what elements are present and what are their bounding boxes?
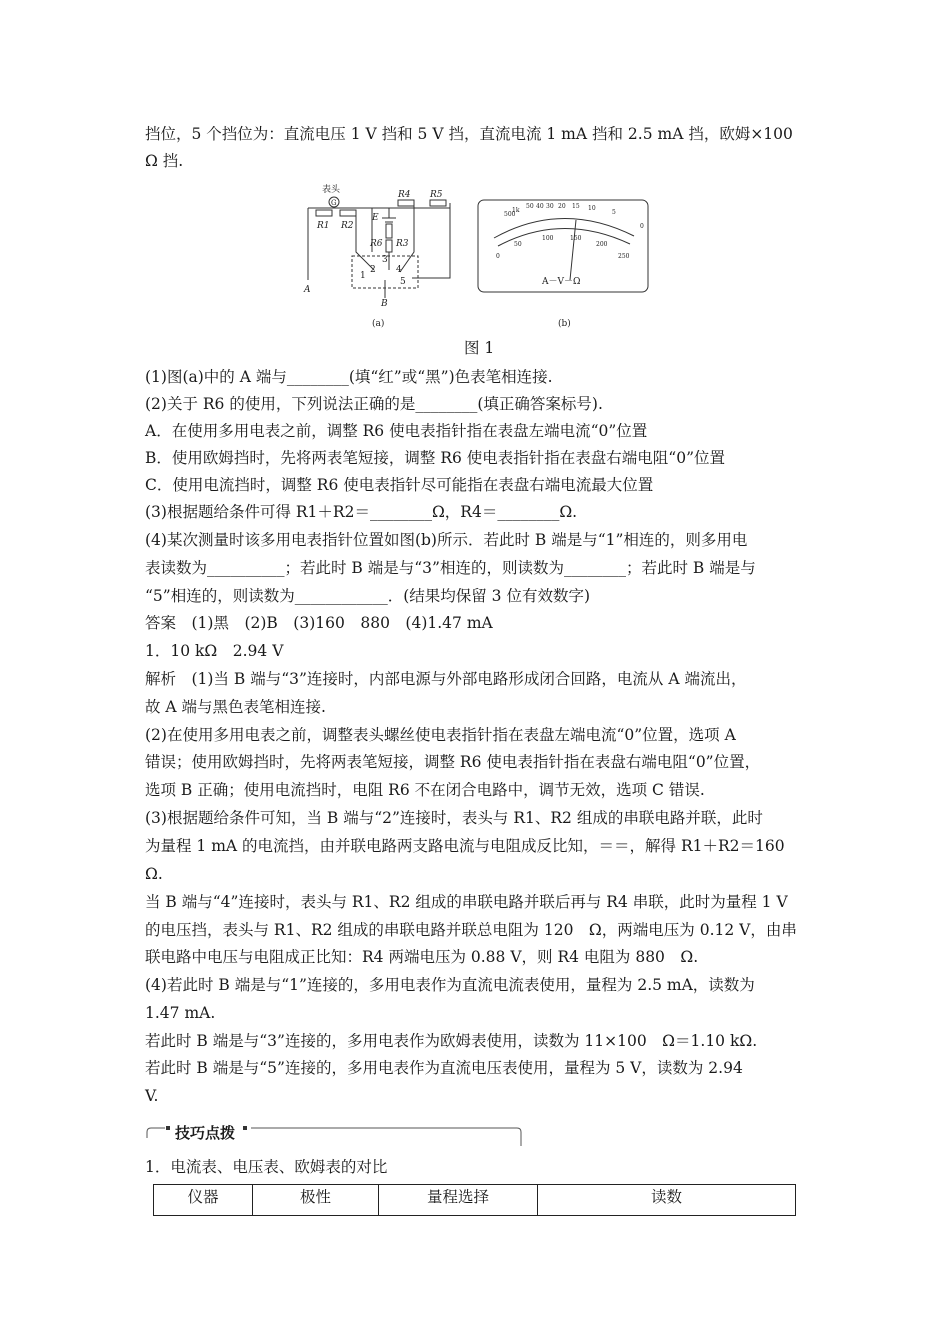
- tip-title: 技巧点拨: [175, 1124, 236, 1142]
- r1-label: R1: [317, 221, 330, 231]
- question-1: (1)图(a)中的 A 端与________(填“红”或“黑”)色表笔相连接.: [145, 368, 553, 386]
- analysis-line: 为量程 1 mA 的电流挡，由并联电路两支路电流与电阻成反比知，＝＝，解得 R1＋R2＝160: [145, 837, 785, 855]
- ohm-tick: 500: [504, 211, 516, 218]
- analysis-line: 解析 (1)当 B 端与“3”连接时，内部电源与外部电路形成闭合回路，电流从 A 端流出，: [145, 670, 747, 688]
- analysis-line: 若此时 B 端是与“5”连接的，多用电表作为直流电压表使用，量程为 5 V，读数为 2.94: [145, 1059, 743, 1077]
- position-3: 3: [382, 255, 388, 265]
- position-1: 1: [360, 271, 366, 281]
- position-2: 2: [370, 265, 376, 275]
- ohm-tick: 50: [526, 203, 534, 210]
- question-4: (4)某次测量时该多用电表指针位置如图(b)所示．若此时 B 端是与“1”相连的，则多用电: [145, 531, 748, 549]
- analysis-line: 的电压挡，表头与 R1、R2 组成的串联电路并联总电阻为 120 Ω，两端电压为 0.12 V，由串: [145, 921, 797, 939]
- answer-line: 1．10 kΩ 2.94 V: [145, 642, 284, 660]
- table-header-cell: 仪器: [154, 1185, 253, 1216]
- current-tick: 0: [496, 253, 500, 260]
- table-header-cell: 读数: [538, 1185, 796, 1216]
- ohm-tick: 15: [572, 203, 580, 210]
- position-5: 5: [400, 277, 406, 287]
- question-4-cont: 表读数为__________；若此时 B 端是与“3”相连的，则读数为________；若此时 B 端是与: [145, 559, 756, 577]
- ohm-tick: 40: [536, 203, 544, 210]
- head-label: 表头: [322, 185, 341, 195]
- table-header-cell: 量程选择: [379, 1185, 538, 1216]
- question-3: (3)根据题给条件可得 R1＋R2＝________Ω，R4＝________Ω.: [145, 503, 578, 521]
- r4-label: R4: [398, 190, 411, 200]
- analysis-line: (2)在使用多用电表之前，调整表头螺丝使电表指针指在表盘左端电流“0”位置，选项 A: [145, 726, 736, 744]
- text-line: Ω 挡.: [145, 152, 184, 170]
- analysis-line: (4)若此时 B 端是与“1”连接的，多用电表作为直流电流表使用，量程为 2.5 mA，读数为: [145, 976, 755, 994]
- question-4-cont: “5”相连的，则读数为____________．(结果均保留 3 位有效数字): [145, 587, 591, 605]
- tip-box: [145, 1120, 523, 1148]
- ohm-tick: 0: [640, 223, 644, 230]
- e-label: E: [372, 213, 379, 223]
- r6-label: R6: [370, 239, 383, 249]
- question-2: (2)关于 R6 的使用，下列说法正确的是________(填正确答案标号).: [145, 395, 603, 413]
- ohm-tick: 30: [546, 203, 554, 210]
- dial-label: A－V－Ω: [542, 277, 581, 287]
- figure-a-label: (a): [372, 319, 385, 329]
- current-tick: 250: [618, 253, 630, 260]
- analysis-line: 选项 B 正确；使用电流挡时，电阻 R6 不在闭合电路中，调节无效，选项 C 错误.: [145, 781, 705, 799]
- analysis-line: 联电路中电压与电阻成正比知：R4 两端电压为 0.88 V，则 R4 电阻为 880 Ω.: [145, 948, 699, 966]
- comparison-table: [153, 1184, 796, 1216]
- analysis-line: V.: [145, 1087, 159, 1105]
- terminal-b: B: [381, 299, 388, 309]
- analysis-line: 1.47 mA.: [145, 1004, 216, 1022]
- analysis-line: 若此时 B 端是与“3”连接的，多用电表作为欧姆表使用，读数为 11×100 Ω＝1.10 kΩ.: [145, 1032, 758, 1050]
- figure-b-label: (b): [558, 319, 571, 329]
- current-tick: 100: [542, 235, 554, 242]
- terminal-a: A: [304, 285, 311, 295]
- table-header-cell: 极性: [253, 1185, 379, 1216]
- r2-label: R2: [341, 221, 354, 231]
- g-label: G: [331, 199, 337, 207]
- ohm-tick: 1k: [512, 207, 520, 214]
- ohm-tick: 10: [588, 205, 596, 212]
- analysis-line: 当 B 端与“4”连接时，表头与 R1、R2 组成的串联电路并联后再与 R4 串联，此时为量程 1 V: [145, 893, 788, 911]
- ohm-tick: 5: [612, 209, 616, 216]
- section-heading: 1．电流表、电压表、欧姆表的对比: [145, 1158, 388, 1176]
- table-header-row: [154, 1185, 796, 1216]
- answer-line: 答案 (1)黑 (2)B (3)160 880 (4)1.47 mA: [145, 614, 493, 632]
- r5-label: R5: [430, 190, 443, 200]
- circuit-figure: [300, 180, 660, 330]
- current-tick: 50: [514, 241, 522, 248]
- analysis-line: 错误；使用欧姆挡时，先将两表笔短接，调整 R6 使电表指针指在表盘右端电阻“0”位置，: [145, 753, 761, 771]
- option-c: C．使用电流挡时，调整 R6 使电表指针尽可能指在表盘右端电流最大位置: [145, 476, 654, 494]
- analysis-line: (3)根据题给条件可知，当 B 端与“2”连接时，表头与 R1、R2 组成的串联电路并联，此时: [145, 809, 763, 827]
- analysis-line: 故 A 端与黑色表笔相连接.: [145, 698, 326, 716]
- ohm-tick: 20: [558, 203, 566, 210]
- current-tick: 200: [596, 241, 608, 248]
- analysis-line: Ω.: [145, 865, 163, 883]
- figure-caption: 图 1: [464, 339, 495, 357]
- r3-label: R3: [396, 239, 409, 249]
- option-b: B．使用欧姆挡时，先将两表笔短接，调整 R6 使电表指针指在表盘右端电阻“0”位置: [145, 449, 725, 467]
- current-tick: 150: [570, 235, 582, 242]
- option-a: A．在使用多用电表之前，调整 R6 使电表指针指在表盘左端电流“0”位置: [145, 422, 648, 440]
- text-line: 挡位，5 个挡位为：直流电压 1 V 挡和 5 V 挡，直流电流 1 mA 挡和 2.5 mA 挡，欧姆×100: [145, 125, 793, 143]
- position-4: 4: [396, 265, 402, 275]
